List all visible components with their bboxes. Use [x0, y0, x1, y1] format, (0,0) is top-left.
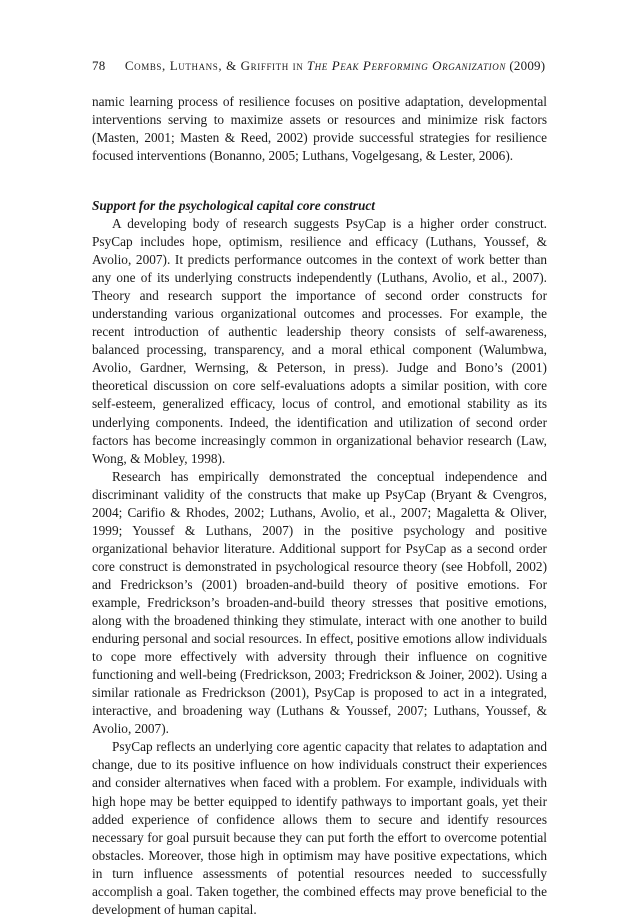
section-body: [92, 215, 547, 919]
body-paragraph-3: PsyCap reflects an underlying core agentic capacity that relates to adaptation and change, due to its positive influence on how individuals construct their experiences and consider alternatives when faced with a problem. For example, individuals with high hope may be better equipped to identify pathways to important goals, yet their added experience of confidence allows them to secure and identify resources necessary for goal pursuit because they can put forth the effort to overcome potential obstacles. Moreover, those high in optimism may have positive expectations, which in turn influence assessments of potential resources needed to successfully accomplish a goal. Taken together, the combined effects may prove beneficial to the development of human capital.: [92, 739, 547, 917]
section-heading: Support for the psychological capital core construct: [92, 198, 375, 213]
opening-paragraph: namic learning process of resilience focuses on positive adaptation, developmental interventions serving to maximize assets or resources and minimize risk factors (Masten, 2001; Masten & Reed, 2002) provide successful strategies for resilience focused interventions (Bonanno, 2005; Luthans, Vogelgesang, & Lester, 2006).: [92, 94, 547, 164]
running-head: [92, 58, 562, 74]
body-paragraph-1: A developing body of research suggests PsyCap is a higher order construct. PsyCap includes hope, optimism, resilience and efficacy (Luthans, Youssef, & Avolio, 2007). It predicts performance outcomes in the context of work better than any one of its underlying constructs independently (Luthans, Avolio, et al., 2007). Theory and research support the importance of second order constructs for understanding various organizational outcomes and processes. For example, the recent introduction of authentic leadership theory consists of self-awareness, balanced processing, transparency, and a moral ethical component (Walumbwa, Avolio, Gardner, Wernsing, & Peterson, in press). Judge and Bono’s (2001) theoretical discussion on core self-evaluations adopts a similar position, with core self-esteem, generalized efficacy, locus of control, and emotional stability as its underlying components. Indeed, the identification and utilization of second order factors has become increasingly common in organizational behavior research (Law, Wong, & Mobley, 1998).: [92, 216, 547, 466]
running-head-book-title: The Peak Performing Organization: [306, 58, 506, 73]
running-head-authors: Combs, Luthans, & Griffith in: [124, 58, 304, 73]
page-number: 78: [92, 58, 106, 73]
body-paragraph-2: Research has empirically demonstrated the conceptual independence and discriminant validity of the constructs that make up PsyCap (Bryant & Cvengros, 2004; Carifio & Rhodes, 2002; Luthans, Avolio, et al., 2007; Magaletta & Oliver, 1999; Youssef & Luthans, 2007) in the positive psychology and positive organizational behavior literature. Additional support for PsyCap as a second order core construct is demonstrated in psychological resource theory (see Hobfoll, 2002) and Fredrickson’s (2001) broaden-and-build theory of positive emotions. For example, Fredrickson’s broaden-and-build theory stresses that positive emotions, along with the broadened thinking they stimulate, interact with one another to build enduring personal and social resources. In effect, positive emotions allow individuals to cope more effectively with adversity through their influence on cognitive functioning and well-being (Fredrickson, 2003; Fredrickson & Joiner, 2002). Using a similar rationale as Fredrickson (2001), PsyCap is proposed to act in a integrated, interactive, and broadening way (Luthans & Youssef, 2007; Luthans, Youssef, & Avolio, 2007).: [92, 468, 547, 737]
running-head-year: (2009): [509, 58, 546, 73]
